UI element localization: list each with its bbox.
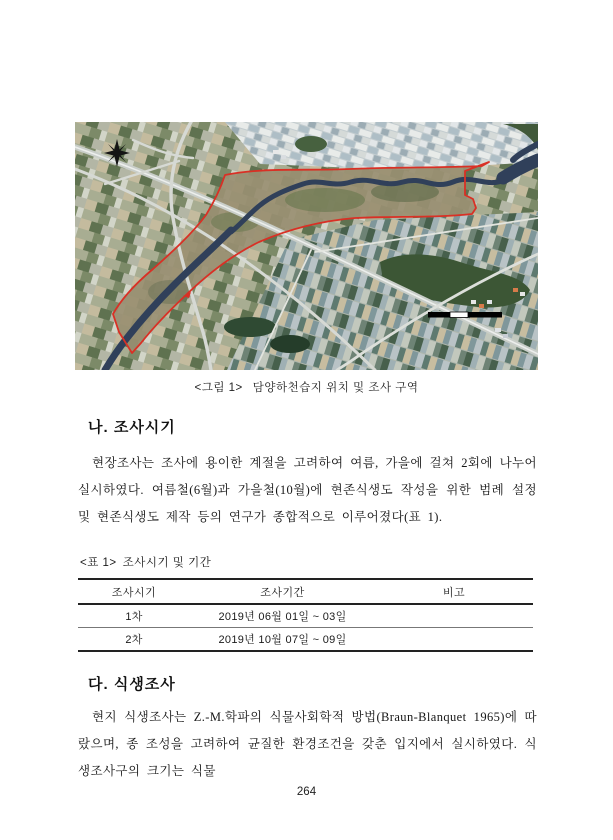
col-header-note: 비고	[375, 579, 533, 604]
cell-dates-1: 2019년 06월 01일 ~ 03일	[190, 604, 375, 628]
table-caption-title: 조사시기 및 기간	[122, 557, 212, 569]
cell-note-1	[375, 604, 533, 628]
table-header-row	[78, 579, 533, 604]
figure-caption-title: 담양하천습지 위치 및 조사 구역	[252, 382, 419, 394]
table-caption-label: <표 1>	[80, 557, 117, 569]
table-caption	[80, 554, 211, 570]
cell-dates-2: 2019년 10월 07일 ~ 09일	[218, 634, 347, 646]
cell-period-1: 1차	[78, 604, 190, 628]
map-scale-bar	[428, 312, 502, 318]
page-number: 264	[296, 786, 317, 798]
vegetation-survey-paragraph: 현지 식생조사는 Z.-M.학파의 식물사회학적 방법(Braun-Blanquet 1965)에 따랐으며, 종 조성을 고려하여 균질한 환경조건을 갖춘 입지에서 실시하였다. 식생조사구의 크기는 식물	[78, 710, 537, 778]
table-row	[78, 604, 533, 628]
col-header-dates: 조사기간	[190, 579, 375, 604]
satellite-map-figure	[75, 122, 538, 370]
section-heading-vegetation-survey: 다. 식생조사	[88, 676, 176, 693]
section-heading-survey-period: 나. 조사시기	[88, 419, 176, 436]
figure-caption-label: <그림 1>	[194, 382, 243, 394]
survey-period-paragraph: 현장조사는 조사에 용이한 계절을 고려하여 여름, 가을에 걸쳐 2회에 나누어 실시하였다. 여름철(6월)과 가을철(10월)에 현존식생도 작성을 위한 범례 설정 및 현존식생도 제작 등의 연구가 종합적으로 이루어졌다(표 1).	[78, 456, 537, 524]
table-row	[78, 628, 533, 652]
figure-caption	[0, 379, 613, 395]
col-header-period: 조사시기	[78, 579, 190, 604]
cell-period-2: 2차	[125, 634, 143, 646]
survey-schedule-table	[78, 578, 533, 652]
satellite-map	[75, 122, 538, 370]
cell-note-2	[375, 628, 533, 652]
